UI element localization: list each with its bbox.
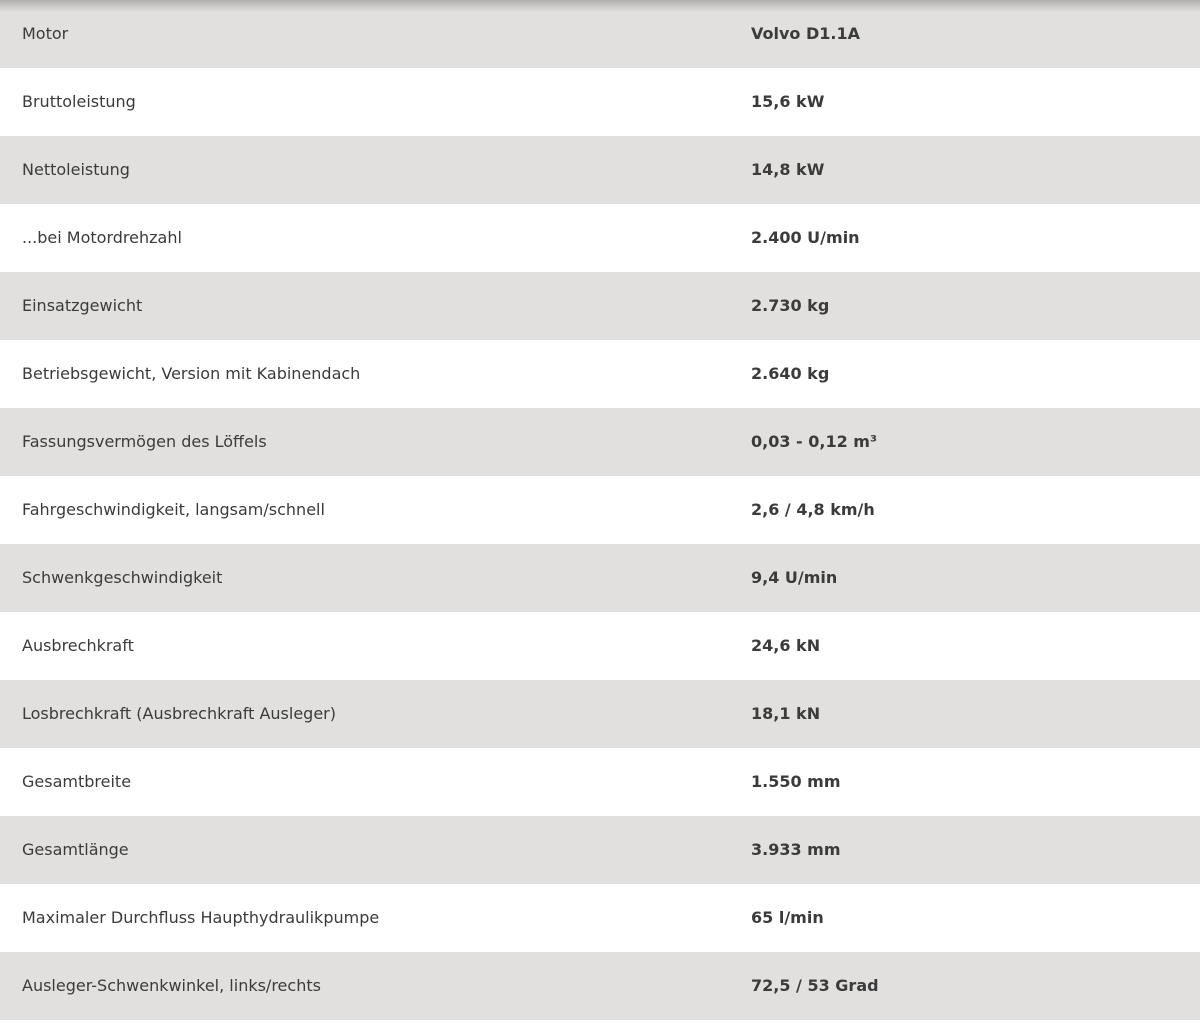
spec-value: 2.400 U/min [751, 228, 860, 247]
spec-value: 15,6 kW [751, 92, 825, 111]
table-row-motor [0, 0, 1200, 68]
spec-label: Gesamtlänge [22, 840, 129, 859]
table-row-ausbrechkraft [0, 612, 1200, 680]
spec-label: Nettoleistung [22, 160, 130, 179]
spec-label: Fassungsvermögen des Löffels [22, 432, 267, 451]
spec-value: 3.933 mm [751, 840, 841, 859]
table-row-gesamtbreite [0, 748, 1200, 816]
table-row-fahrgeschwindigkeit [0, 476, 1200, 544]
spec-label: Betriebsgewicht, Version mit Kabinendach [22, 364, 361, 383]
table-row-nettoleistung [0, 136, 1200, 204]
spec-value: 2.730 kg [751, 296, 830, 315]
spec-label: Losbrechkraft (Ausbrechkraft Ausleger) [22, 704, 336, 723]
spec-value: 65 l/min [751, 908, 824, 927]
table-row-betriebsgewicht [0, 340, 1200, 408]
table-row-schwenkgeschwindigkeit [0, 544, 1200, 612]
table-row-schwenkwinkel [0, 952, 1200, 1020]
spec-value: 0,03 - 0,12 m³ [751, 432, 877, 451]
spec-value: 24,6 kN [751, 636, 821, 655]
table-row-durchfluss [0, 884, 1200, 952]
spec-label: Motor [22, 24, 69, 43]
spec-value: 72,5 / 53 Grad [751, 976, 879, 995]
spec-label: Maximaler Durchfluss Haupthydraulikpumpe [22, 908, 380, 927]
spec-value: 2,6 / 4,8 km/h [751, 500, 875, 519]
table-row-bruttoleistung [0, 68, 1200, 136]
spec-label: Ausbrechkraft [22, 636, 134, 655]
spec-label: Ausleger-Schwenkwinkel, links/rechts [22, 976, 321, 995]
spec-value: 1.550 mm [751, 772, 841, 791]
spec-label: Einsatzgewicht [22, 296, 143, 315]
spec-value: 18,1 kN [751, 704, 821, 723]
spec-value: 2.640 kg [751, 364, 830, 383]
spec-label: Fahrgeschwindigkeit, langsam/schnell [22, 500, 325, 519]
spec-label: Bruttoleistung [22, 92, 136, 111]
spec-label: ...bei Motordrehzahl [22, 228, 182, 247]
table-row-motordrehzahl [0, 204, 1200, 272]
table-row-gesamtlaenge [0, 816, 1200, 884]
spec-label: Gesamtbreite [22, 772, 132, 791]
table-row-losbrechkraft [0, 680, 1200, 748]
spec-label: Schwenkgeschwindigkeit [22, 568, 223, 587]
spec-value: 14,8 kW [751, 160, 825, 179]
spec-value: Volvo D1.1A [751, 24, 860, 43]
table-row-loeffel [0, 408, 1200, 476]
spec-value: 9,4 U/min [751, 568, 838, 587]
table-row-einsatzgewicht [0, 272, 1200, 340]
